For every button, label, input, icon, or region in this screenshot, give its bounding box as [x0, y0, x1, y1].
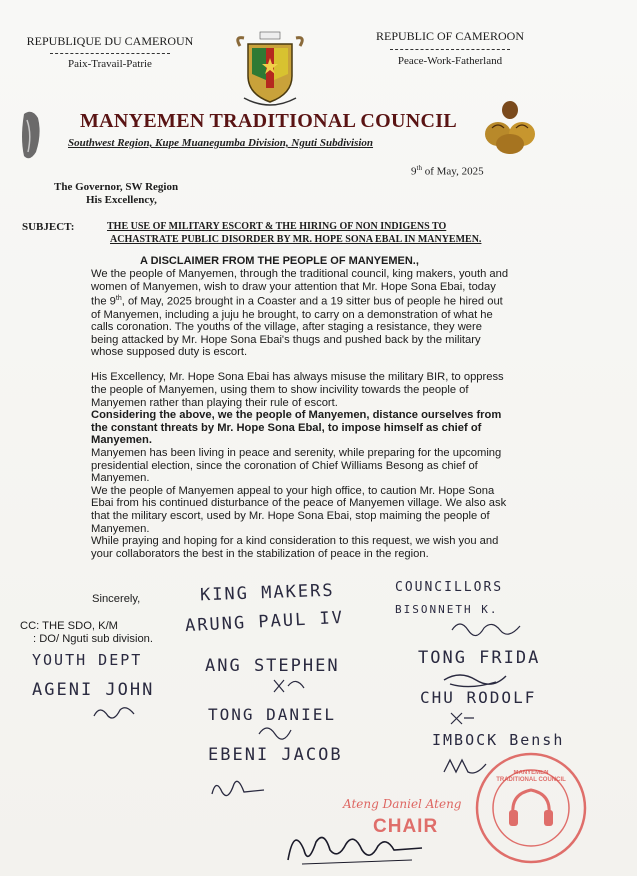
closing-sincerely: Sincerely, — [92, 593, 141, 605]
body-line: Manyemen. — [91, 472, 150, 485]
signature-scribble — [90, 700, 140, 724]
signature-scribble — [208, 774, 268, 804]
body-line: the people of Manyemen, using them to show incivility towards the people of — [91, 384, 469, 397]
body-line: of Manyemen, including a juju he brought, to carry on a demonstration of what he — [91, 308, 493, 321]
body-line-bold: the constant threats by Mr. Hope Sona Ebal, to impose himself as chief of — [91, 421, 482, 434]
subject-line-2: ACHASTRATE PUBLIC DISORDER BY MR. HOPE SONA EBAL IN MANYEMEN. — [110, 234, 482, 245]
body-line: We the people of Manyemen, through the traditional council, king makers, youth and — [91, 268, 509, 280]
body-line: being attacked by Mr. Hope Sona Ebai's thugs and pushed back by the military — [91, 333, 481, 346]
signature-scribble — [448, 710, 478, 728]
header-left-motto: Paix-Travail-Patrie — [68, 58, 152, 70]
body-line: that the military escort, used by Mr. Hope Sona Ebai, stop maiming the people of — [91, 510, 490, 523]
signatory-name: AGENI JOHN — [32, 680, 155, 700]
body-line: presidential election, since the coronation of Chief Williams Besong as chief of — [91, 459, 478, 472]
council-name: MANYEMEN TRADITIONAL COUNCIL — [80, 110, 457, 132]
body-line: Manyemen. — [91, 522, 150, 535]
clay-pots-icon — [480, 98, 540, 158]
youth-heading: YOUTH DEPT — [32, 651, 143, 669]
chair-name-stamp: Ateng Daniel Ateng — [343, 797, 462, 811]
kingmakers-heading: KING MAKERS — [199, 580, 335, 606]
body-line: the 9th, of May, 2025 brought in a Coaster and a 19 sitter bus of people he hired out — [91, 295, 503, 308]
body-line: Manyemen has been living in peace and serenity, while preparing for the upcoming — [91, 447, 502, 460]
signature-scribble — [270, 676, 310, 698]
body-line: His Excellency, Mr. Hope Sona Ebai has always misuse the military BIR, to oppress — [91, 371, 504, 384]
council-location: Southwest Region, Kupe Muanegumba Division, Nguti Subdivision — [68, 137, 374, 149]
header-right-title: REPUBLIC OF CAMEROON — [375, 29, 525, 43]
signatory-name: CHU RODOLF — [420, 688, 537, 707]
signature-scribble — [450, 616, 530, 640]
body-line: calls coronation. The youths of the village, after staging a resistance, they were — [91, 321, 482, 334]
addressee-line-1: The Governor, SW Region — [54, 181, 179, 193]
body-line: Ebai from his continued disturbance of the peace of Manyemen village. We also ask — [91, 497, 507, 510]
body-line: women of Manyemen, wish to draw your attention that Mr. Hope Sona Ebai, today — [91, 280, 496, 293]
cc-line-1: CC: THE SDO, K/M — [20, 620, 119, 632]
body-line: We the people of Manyemen appeal to your high office, to caution Mr. Hope Sona — [91, 484, 495, 497]
signatory-name: TONG DANIEL — [208, 705, 336, 724]
coat-of-arms-emblem — [230, 28, 310, 110]
signatory-name: BISONNETH K. — [395, 603, 499, 616]
body-line: whose supposed duty is escort. — [91, 346, 248, 359]
body-line: your collaborators the best in the stabilization of peace in the region. — [91, 547, 429, 560]
stamp-text: MANYEMEN TRADITIONAL COUNCIL — [496, 770, 566, 783]
subject-line-1: THE USE OF MILITARY ESCORT & THE HIRING OF NON INDIGENS TO — [107, 221, 447, 232]
addressee-line-2: His Excellency, — [86, 193, 157, 206]
council-stamp — [473, 750, 589, 866]
addressee — [54, 181, 178, 206]
letter-body — [91, 268, 531, 560]
date-day: 9 — [411, 165, 417, 178]
disclaimer-heading: A DISCLAIMER FROM THE PEOPLE OF MANYEMEN., — [140, 255, 419, 267]
header-right — [350, 29, 550, 67]
quill-icon — [18, 108, 44, 164]
signatory-name: TONG FRIDA — [418, 648, 541, 668]
chair-title: CHAIR — [373, 816, 439, 837]
cc-line-2: : DO/ Nguti sub division. — [33, 633, 154, 645]
signatory-name: ANG STEPHEN — [205, 656, 340, 676]
body-line-bold: Manyemen. — [91, 434, 152, 447]
chair-signature — [282, 820, 432, 870]
body-line: While praying and hoping for a kind consideration to this request, we wish you and — [91, 535, 499, 548]
signature-scribble — [440, 668, 510, 690]
header-left-title: REPUBLIQUE DU CAMEROUN — [26, 34, 194, 48]
subject-label: SUBJECT: — [22, 221, 75, 233]
header-right-divider — [390, 49, 510, 50]
signature-scribble — [255, 720, 295, 742]
signatory-name: IMBOCK Bensh — [432, 731, 565, 749]
header-right-motto: Peace-Work-Fatherland — [397, 55, 503, 67]
body-line-bold: Considering the above, we the people of Manyemen, distance ourselves from — [91, 409, 502, 422]
header-left — [20, 34, 200, 70]
signatory-name: EBENI JACOB — [208, 745, 343, 765]
councillors-heading: COUNCILLORS — [395, 580, 504, 595]
date-rest: of May, 2025 — [421, 165, 484, 178]
signatory-name: ARUNG PAUL IV — [184, 607, 345, 637]
date-suffix: th — [416, 164, 422, 172]
letter-date — [411, 164, 484, 178]
body-line: Manyemen rather than playing their rule of escort. — [91, 396, 338, 409]
header-left-divider — [50, 53, 170, 54]
